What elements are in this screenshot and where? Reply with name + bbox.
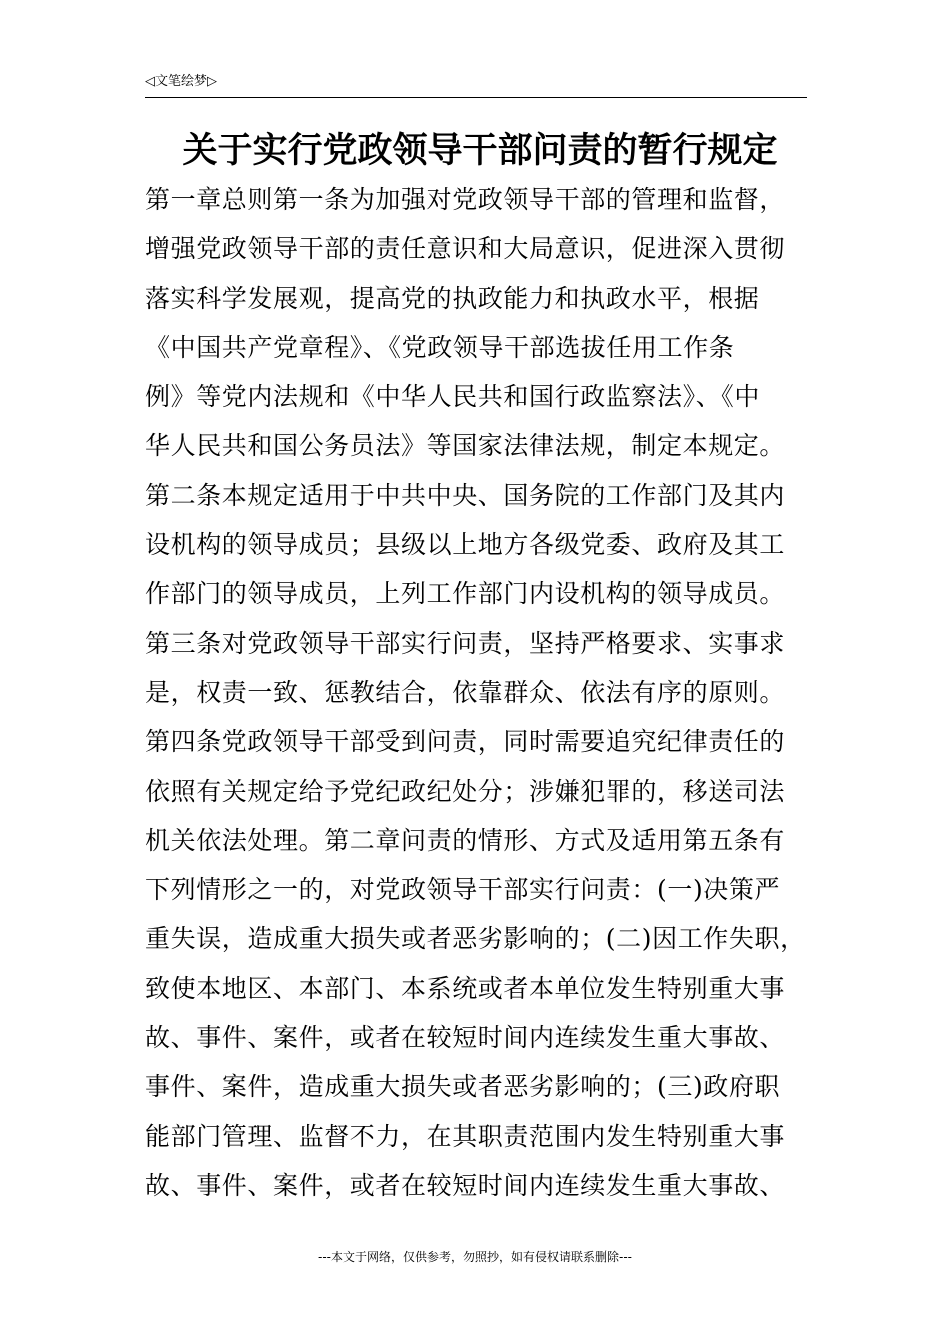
body-line: 第三条对党政领导干部实行问责，坚持严格要求、实事求	[145, 628, 786, 658]
body-line: 作部门的领导成员，上列工作部门内设机构的领导成员。	[145, 579, 786, 609]
body-line: 事件、案件，造成重大损失或者恶劣影响的；(三)政府职	[145, 1072, 781, 1102]
body-line: 第四条党政领导干部受到问责，同时需要追究纪律责任的	[145, 727, 786, 757]
footer-disclaimer: ---本文于网络，仅供参考，勿照抄，如有侵权请联系删除---	[318, 1250, 632, 1264]
body-line: 机关依法处理。第二章问责的情形、方式及适用第五条有	[145, 825, 786, 855]
document-title: 关于实行党政领导干部问责的暂行规定	[182, 130, 778, 171]
body-line: 《中国共产党章程》、《党政领导干部选拔任用工作条	[145, 332, 735, 362]
header-text: ◁文笔绘梦▷	[145, 74, 217, 89]
body-line: 是，权责一致、惩教结合，依靠群众、依法有序的原则。	[145, 677, 786, 707]
body-line: 第二条本规定适用于中共中央、国务院的工作部门及其内	[145, 480, 786, 510]
body-line: 例》等党内法规和《中华人民共和国行政监察法》、《中	[145, 382, 761, 412]
body-line: 华人民共和国公务员法》等国家法律法规，制定本规定。	[145, 431, 786, 461]
body-line: 落实科学发展观，提高党的执政能力和执政水平，根据	[145, 283, 760, 313]
body-line: 第一章总则第一条为加强对党政领导干部的管理和监督，	[145, 185, 786, 214]
document-body	[145, 175, 835, 1210]
body-line: 依照有关规定给予党纪政纪处分；涉嫌犯罪的，移送司法	[145, 776, 786, 806]
body-line: 致使本地区、本部门、本系统或者本单位发生特别重大事	[145, 973, 786, 1003]
body-line: 能部门管理、监督不力，在其职责范围内发生特别重大事	[145, 1121, 786, 1151]
body-line: 重失误，造成重大损失或者恶劣影响的；(二)因工作失职，	[145, 924, 806, 954]
body-line: 故、事件、案件，或者在较短时间内连续发生重大事故、	[145, 1170, 786, 1200]
body-line: 增强党政领导干部的责任意识和大局意识，促进深入贯彻	[145, 234, 786, 264]
body-line: 故、事件、案件，或者在较短时间内连续发生重大事故、	[145, 1023, 786, 1053]
header-rule	[145, 97, 807, 98]
body-line: 下列情形之一的，对党政领导干部实行问责：(一)决策严	[145, 875, 781, 905]
body-line: 设机构的领导成员；县级以上地方各级党委、政府及其工	[145, 530, 786, 560]
